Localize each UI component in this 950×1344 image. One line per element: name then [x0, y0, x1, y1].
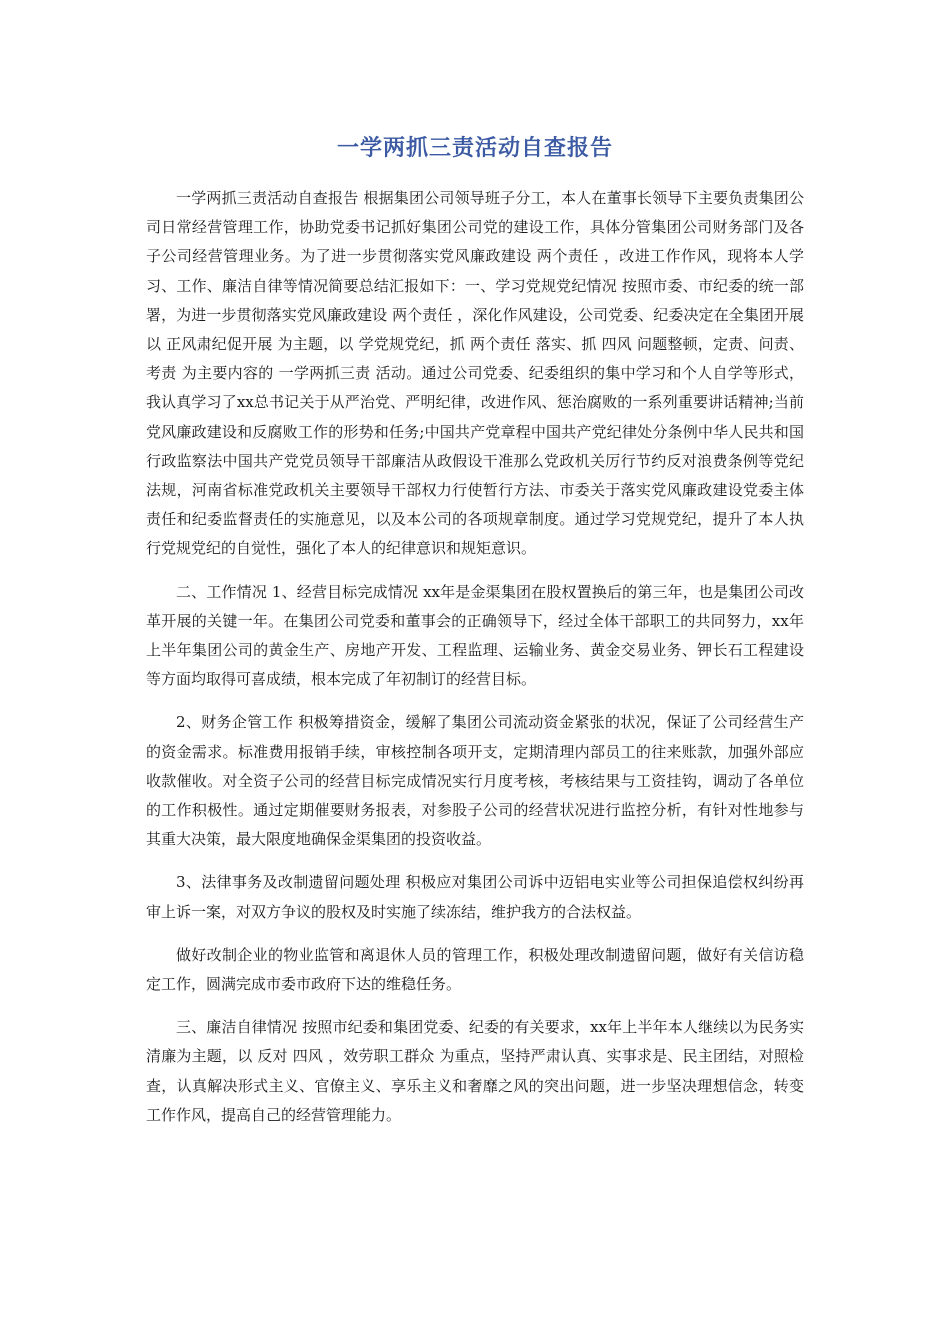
paragraph-study: 一学两抓三责活动自查报告 根据集团公司领导班子分工，本人在董事长领导下主要负责集团公司日常经营管理工作，协助党委书记抓好集团公司党的建设工作，具体分管集团公司财务部门及各子公司经营管理业务。为了进一步贯彻落实党风廉政建设 两个责任 ，改进工作作风，现将本人学习、工作、廉洁自律等情况简要总结汇报如下：一、学习党规党纪情况 按照市委、市纪委的统一部署，为进一步贯彻落实党风廉政建设 两个责任 ，深化作风建设，公司党委、纪委决定在全集团开展以 正风肃纪促开展 为主题，以 学党规党纪，抓 两个责任 落实、抓 四风 问题整顿，定责、问责、考责 为主要内容的 一学两抓三责 活动。通过公司党委、纪委组织的集中学习和个人自学等形式，我认真学习了xx总书记关于从严治党、严明纪律，改进作风、惩治腐败的一系列重要讲话精神;当前党风廉政建设和反腐败工作的形势和任务;中国共产党章程中国共产党纪律处分条例中华人民共和国行政监察法中国共产党党员领导干部廉洁从政假设干准那么党政机关厉行节约反对浪费条例等党纪法规，河南省标准党政机关主要领导干部权力行使暂行方法、市委关于落实党风廉政建设党委主体责任和纪委监督责任的实施意见，以及本公司的各项规章制度。通过学习党规党纪，提升了本人执行党规党纪的自觉性，强化了本人的纪律意识和规矩意识。 — [146, 189, 804, 558]
paragraph-restructuring: 做好改制企业的物业监管和离退休人员的管理工作，积极处理改制遗留问题，做好有关信访稳定工作，圆满完成市委市政府下达的维稳任务。 — [146, 945, 804, 994]
document-body — [146, 184, 804, 1144]
paragraph-finance: 2、财务企管工作 积极筹措资金，缓解了集团公司流动资金紧张的状况，保证了公司经营生产的资金需求。标准费用报销手续，审核控制各项开支，定期清理内部员工的往来账款，加强外部应收款催收。对全资子公司的经营目标完成情况实行月度考核，考核结果与工资挂钩，调动了各单位的工作积极性。通过定期催要财务报表，对参股子公司的经营状况进行监控分析，有针对性地参与其重大决策，最大限度地确保金渠集团的投资收益。 — [146, 713, 804, 849]
paragraph-legal: 3、法律事务及改制遗留问题处理 积极应对集团公司诉中迈铝电实业等公司担保追偿权纠纷再审上诉一案，对双方争议的股权及时实施了续冻结，维护我方的合法权益。 — [146, 873, 804, 921]
paragraph-integrity: 三、廉洁自律情况 按照市纪委和集团党委、纪委的有关要求，xx年上半年本人继续以为民务实清廉为主题，以 反对 四风 ，效劳职工群众 为重点，坚持严肃认真、实事求是、民主团结，对照检查，认真解决形式主义、官僚主义、享乐主义和奢靡之风的突出问题，进一步坚决理想信念，转变工作作风，提高自己的经营管理能力。 — [146, 1018, 804, 1124]
document-title: 一学两抓三责活动自查报告 — [336, 136, 613, 161]
paragraph-work-goals: 二、工作情况 1、经营目标完成情况 xx年是金渠集团在股权置换后的第三年，也是集团公司改革开展的关键一年。在集团公司党委和董事会的正确领导下，经过全体干部职工的共同努力，xx年上半年集团公司的黄金生产、房地产开发、工程监理、运输业务、黄金交易业务、钾长石工程建设等方面均取得可喜成绩，根本完成了年初制订的经营目标。 — [146, 582, 804, 689]
